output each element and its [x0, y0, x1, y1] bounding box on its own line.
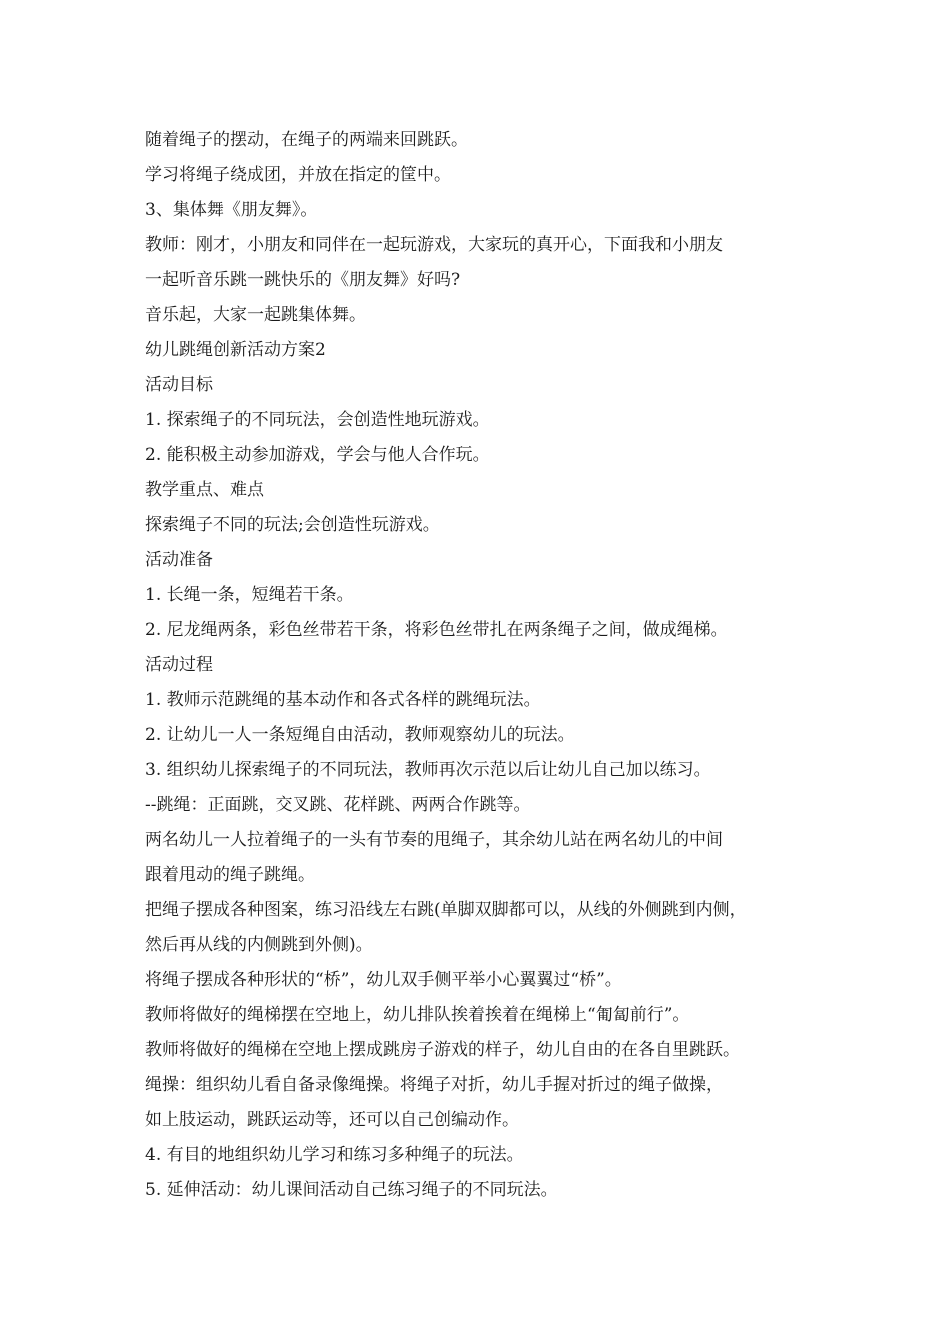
text-line: 随着绳子的摆动，在绳子的两端来回跳跃。 [145, 130, 468, 150]
text-line: 学习将绳子绕成团，并放在指定的筐中。 [145, 165, 451, 185]
text-line: 探索绳子不同的玩法;会创造性玩游戏。 [145, 515, 440, 535]
text-line: 然后再从线的内侧跳到外侧)。 [145, 935, 373, 955]
text-line: 将绳子摆成各种形状的“桥”，幼儿双手侧平举小心翼翼过“桥”。 [145, 970, 622, 990]
document-body [145, 123, 825, 1208]
section-heading: 活动目标 [145, 375, 213, 395]
text-line: 2. 尼龙绳两条，彩色丝带若干条，将彩色丝带扎在两条绳子之间，做成绳梯。 [145, 620, 728, 640]
text-line: 3、集体舞《朋友舞》。 [145, 200, 318, 220]
text-line: 1. 长绳一条，短绳若干条。 [145, 585, 354, 605]
text-line: 跟着甩动的绳子跳绳。 [145, 865, 315, 885]
text-line: 1. 探索绳子的不同玩法，会创造性地玩游戏。 [145, 410, 490, 430]
text-line: 2. 让幼儿一人一条短绳自由活动，教师观察幼儿的玩法。 [145, 725, 575, 745]
section-title: 幼儿跳绳创新活动方案2 [145, 340, 326, 360]
text-line: 教师将做好的绳梯在空地上摆成跳房子游戏的样子，幼儿自由的在各自里跳跃。 [145, 1040, 740, 1060]
text-line: 3. 组织幼儿探索绳子的不同玩法，教师再次示范以后让幼儿自己加以练习。 [145, 760, 711, 780]
text-line: 教师：刚才，小朋友和同伴在一起玩游戏，大家玩的真开心，下面我和小朋友 [145, 235, 723, 255]
section-heading: 活动过程 [145, 655, 213, 675]
section-heading: 教学重点、难点 [145, 480, 264, 500]
text-line: 两名幼儿一人拉着绳子的一头有节奏的甩绳子，其余幼儿站在两名幼儿的中间 [145, 830, 723, 850]
text-line: 5. 延伸活动：幼儿课间活动自己练习绳子的不同玩法。 [145, 1180, 558, 1200]
section-heading: 活动准备 [145, 550, 213, 570]
text-line: 一起听音乐跳一跳快乐的《朋友舞》好吗? [145, 270, 461, 290]
text-line: 把绳子摆成各种图案，练习沿线左右跳(单脚双脚都可以，从线的外侧跳到内侧， [145, 900, 747, 920]
text-line: 教师将做好的绳梯摆在空地上，幼儿排队挨着挨着在绳梯上“匍匐前行”。 [145, 1005, 690, 1025]
text-line: 音乐起，大家一起跳集体舞。 [145, 305, 366, 325]
text-line: 绳操：组织幼儿看自备录像绳操。将绳子对折，幼儿手握对折过的绳子做操， [145, 1075, 723, 1095]
text-line: --跳绳：正面跳，交叉跳、花样跳、两两合作跳等。 [145, 795, 531, 815]
text-line: 如上肢运动，跳跃运动等，还可以自己创编动作。 [145, 1110, 519, 1130]
text-line: 4. 有目的地组织幼儿学习和练习多种绳子的玩法。 [145, 1145, 524, 1165]
text-line: 2. 能积极主动参加游戏，学会与他人合作玩。 [145, 445, 490, 465]
text-line: 1. 教师示范跳绳的基本动作和各式各样的跳绳玩法。 [145, 690, 541, 710]
